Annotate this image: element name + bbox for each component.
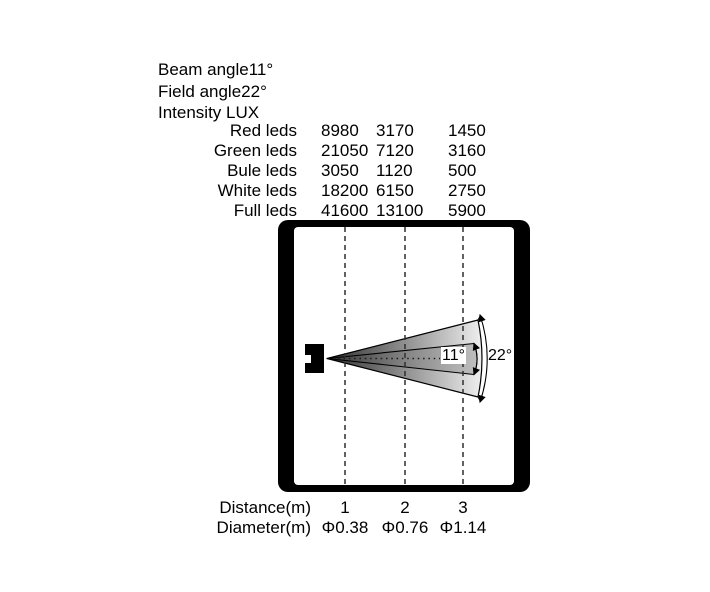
diameter-value: Φ0.38 [321,518,369,537]
lux-value: 8980 [321,121,359,140]
lux-value: 1120 [376,161,413,180]
lux-value: 1450 [448,121,486,140]
distance-row-label: Distance(m) [219,498,311,517]
lux-value: 5900 [448,201,486,220]
diameter-value: Φ0.76 [381,518,429,537]
lux-value: 3050 [321,161,359,180]
row-label: Red leds [229,121,297,140]
lux-value: 500 [448,161,477,180]
lux-value: 13100 [376,201,424,220]
field-angle-label: 22° [488,347,513,364]
diameter-row-label: Diameter(m) [216,518,311,537]
lux-value: 21050 [321,141,369,160]
distance-row [180,498,492,518]
lux-value: 6150 [376,181,414,200]
distance-value: 2 [400,498,410,517]
intensity-line: Intensity LUX [158,103,260,122]
row-label: Full leds [233,201,297,220]
distance-value: 3 [458,498,468,517]
diameter-value: Φ1.14 [439,518,487,537]
row-label: White leds [217,181,297,200]
beam-angle-label: 11° [442,347,466,364]
lux-value: 3170 [376,121,414,140]
beam-angle-line: Beam angle11° [158,60,274,79]
lux-value: 2750 [448,181,486,200]
distance-diameter-table [180,498,492,538]
lux-value: 18200 [321,181,369,200]
lux-value: 7120 [376,141,414,160]
row-label: Green leds [213,141,297,160]
field-angle-line: Field angle22° [158,81,267,101]
light-fixture-icon [304,344,324,373]
row-label: Bule leds [227,161,297,180]
distance-value: 1 [340,498,350,517]
lux-value: 41600 [321,201,369,220]
diameter-row [180,518,492,538]
lux-value: 3160 [448,141,486,160]
